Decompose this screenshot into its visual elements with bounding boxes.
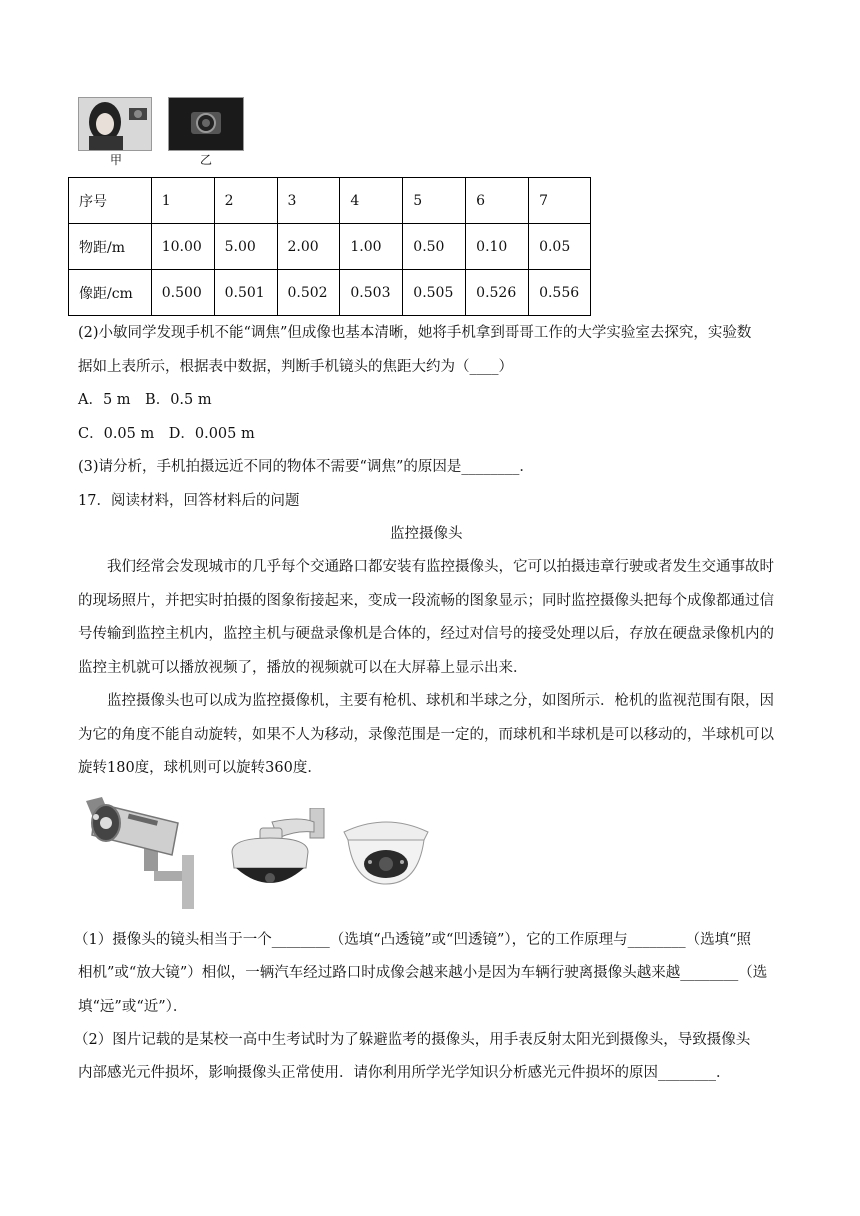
table-cell: 0.503	[340, 270, 403, 316]
sub1-line-1: （1）摄像头的镜头相当于一个________（选填“凸透镜”或“凹透镜”），它的工作原理与________（选填“照	[74, 932, 752, 948]
table-cell: 0.526	[466, 270, 529, 316]
caption-yi: 乙	[199, 153, 212, 167]
table-cell: 5	[403, 178, 466, 224]
table-cell: 序号	[69, 178, 152, 224]
table-cell: 像距/cm	[69, 270, 152, 316]
table-cell: 5.00	[214, 224, 277, 270]
table-row	[69, 178, 591, 224]
q2-line-2: 据如上表所示，根据表中数据，判断手机镜头的焦距大约为（____）	[78, 359, 513, 375]
photo-jia	[78, 97, 152, 151]
q17-heading: 17．阅读材料，回答材料后的问题	[78, 493, 300, 509]
table-cell: 1	[151, 178, 214, 224]
table-cell: 0.501	[214, 270, 277, 316]
article-paragraph-2: 监控摄像头也可以成为监控摄像机，主要有枪机、球机和半球之分，如图所示．枪机的监视范围有限，因为它的角度不能自动旋转，如果不人为移动，录像范围是一定的，而球机和半球机是可以移动的，半球机可以旋转180度，球机则可以旋转360度．	[78, 693, 774, 776]
table-cell: 0.05	[529, 224, 591, 270]
table-cell: 6	[466, 178, 529, 224]
table-cell: 0.500	[151, 270, 214, 316]
table-cell: 7	[529, 178, 591, 224]
photo-yi	[168, 97, 244, 151]
table-row	[69, 270, 591, 316]
table-cell: 0.10	[466, 224, 529, 270]
table-cell: 4	[340, 178, 403, 224]
q2-options-cd: C．0.05 m D．0.005 m	[78, 426, 255, 442]
sub2-line-2: 内部感光元件损坏，影响摄像头正常使用．请你利用所学光学知识分析感光元件损坏的原因________．	[78, 1065, 731, 1081]
article-title: 监控摄像头	[390, 526, 463, 542]
table-cell: 0.502	[277, 270, 340, 316]
table-cell: 0.50	[403, 224, 466, 270]
table-cell: 10.00	[151, 224, 214, 270]
table-cell: 物距/m	[69, 224, 152, 270]
table-cell: 2.00	[277, 224, 340, 270]
q3-text: (3)请分析，手机拍摄远近不同的物体不需要“调焦”的原因是________．	[78, 459, 534, 475]
sub2-line-1: （2）图片记载的是某校一高中生考试时为了躲避监考的摄像头，用手表反射太阳光到摄像头，导致摄像头	[74, 1032, 751, 1048]
dome-ptz-camera-image	[222, 808, 326, 892]
sub1-line-3: 填“远”或“近”）．	[78, 999, 188, 1015]
half-dome-camera-image	[340, 808, 432, 888]
q2-line-1: (2)小敏同学发现手机不能“调焦”但成像也基本清晰，她将手机拿到哥哥工作的大学实验室去探究，实验数	[78, 325, 752, 341]
table-cell: 3	[277, 178, 340, 224]
article-paragraph-1: 我们经常会发现城市的几乎每个交通路口都安装有监控摄像头，它可以拍摄违章行驶或者发生交通事故时的现场照片，并把实时拍摄的图象衔接起来，变成一段流畅的图象显示；同时监控摄像头把每个成像都通过信号传输到监控主机内，监控主机与硬盘录像机是合体的，经过对信号的接受处理以后，存放在硬盘录像机内的监控主机就可以播放视频了，播放的视频就可以在大屏幕上显示出来．	[78, 559, 774, 676]
q2-options-ab: A．5 m B．0.5 m	[78, 392, 212, 408]
bullet-camera-image	[82, 793, 200, 911]
table-cell: 0.556	[529, 270, 591, 316]
caption-jia: 甲	[109, 153, 122, 167]
table-row	[69, 224, 591, 270]
sub1-line-2: 相机”或“放大镜”）相似，一辆汽车经过路口时成像会越来越小是因为车辆行驶离摄像头越来越________（选	[78, 965, 768, 981]
table-cell: 2	[214, 178, 277, 224]
table-cell: 0.505	[403, 270, 466, 316]
data-table	[68, 177, 591, 316]
table-cell: 1.00	[340, 224, 403, 270]
